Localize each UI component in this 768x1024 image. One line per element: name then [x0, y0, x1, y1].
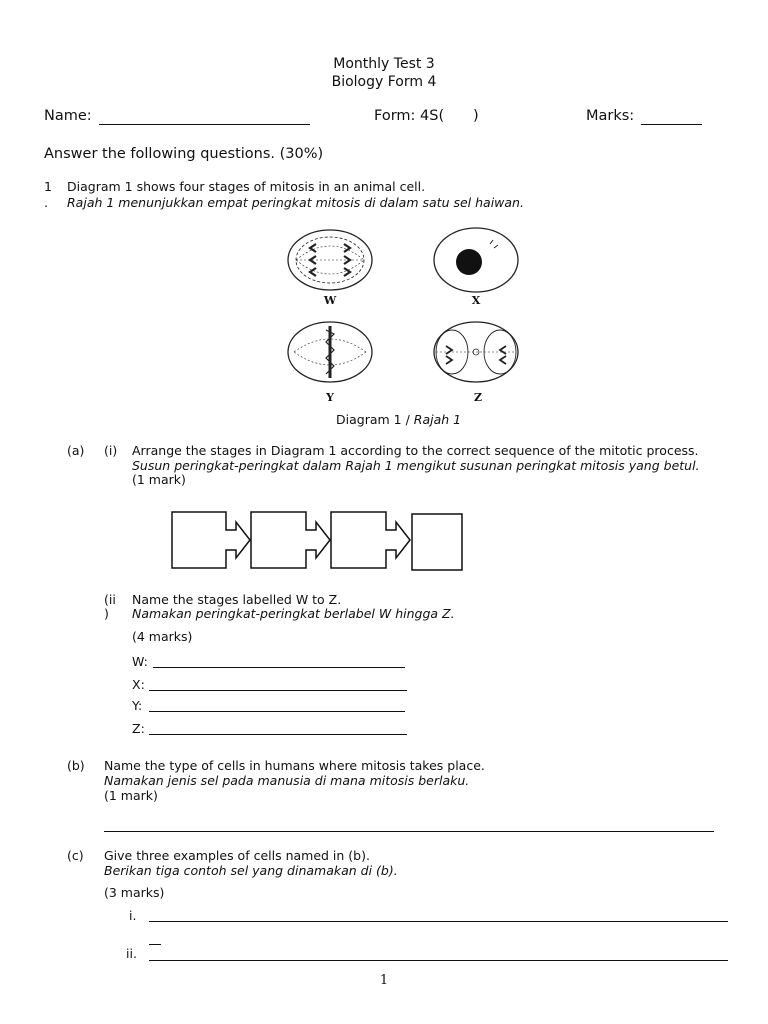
part-a-i-label: (i)	[104, 443, 118, 458]
diagram-caption-ms: Rajah 1	[413, 412, 462, 427]
answer-y-line[interactable]	[149, 711, 405, 712]
mitosis-diagram	[280, 222, 540, 412]
part-a-i-text-en: Arrange the stages in Diagram 1 according to the correct sequence of the mitotic process.	[132, 443, 699, 458]
question-text-ms: Rajah 1 menunjukkan empat peringkat mitosis di dalam satu sel haiwan.	[67, 195, 524, 210]
answer-w-line[interactable]	[153, 667, 405, 668]
part-c-marks: (3 marks)	[104, 885, 165, 900]
part-c-item-i-overflow-line	[149, 944, 161, 945]
name-field-line[interactable]	[99, 124, 310, 125]
form-close-paren: )	[473, 108, 479, 124]
diagram-label-w: W	[323, 294, 337, 307]
part-c-item-ii-label: ii.	[126, 946, 137, 961]
cell-y	[288, 322, 372, 382]
page-number: 1	[379, 973, 389, 988]
answer-y-label: Y:	[132, 698, 143, 713]
question-text-en: Diagram 1 shows four stages of mitosis in an animal cell.	[67, 179, 426, 194]
diagram-label-x: X	[471, 294, 481, 307]
sequence-box-4	[412, 514, 462, 570]
part-a-label: (a)	[67, 443, 85, 458]
answer-x-label: X:	[132, 677, 145, 692]
part-c-item-ii-line[interactable]	[149, 960, 728, 961]
cell-z	[434, 322, 518, 382]
part-a-ii-label-2: )	[104, 606, 109, 621]
part-a-i-marks: (1 mark)	[132, 472, 186, 487]
marks-label: Marks:	[586, 108, 635, 124]
part-c-label: (c)	[67, 848, 84, 863]
name-label: Name:	[44, 108, 92, 124]
answer-z-line[interactable]	[149, 734, 407, 735]
part-b-answer-line[interactable]	[104, 831, 714, 832]
question-number: 1	[44, 179, 52, 194]
diagram-caption	[336, 412, 461, 427]
instructions: Answer the following questions. (30%)	[44, 146, 324, 162]
diagram-label-y: Y	[326, 391, 334, 404]
part-b-text-en: Name the type of cells in humans where mitosis takes place.	[104, 758, 485, 773]
answer-w-label: W:	[132, 654, 148, 669]
form-label: Form: 4S(	[374, 108, 445, 124]
test-title: Monthly Test 3	[333, 56, 435, 72]
part-c-text-en: Give three examples of cells named in (b).	[104, 848, 370, 863]
cell-x	[434, 228, 518, 292]
part-b-text-ms: Namakan jenis sel pada manusia di mana mitosis berlaku.	[104, 773, 470, 788]
part-a-ii-text-ms: Namakan peringkat-peringkat berlabel W hingga Z.	[132, 606, 455, 621]
answer-z-label: Z:	[132, 721, 145, 736]
part-c-item-i-label: i.	[129, 908, 137, 923]
part-b-marks: (1 mark)	[104, 788, 158, 803]
part-a-ii-marks: (4 marks)	[132, 629, 193, 644]
part-a-ii-text-en: Name the stages labelled W to Z.	[132, 592, 342, 607]
part-a-i-text-ms: Susun peringkat-peringkat dalam Rajah 1 mengikut susunan peringkat mitosis yang betul.	[132, 458, 700, 473]
diagram-caption-en: Diagram 1 /	[336, 412, 414, 427]
marks-field-line[interactable]	[641, 124, 702, 125]
part-c-text-ms: Berikan tiga contoh sel yang dinamakan di (b).	[104, 863, 398, 878]
cell-w	[288, 230, 372, 290]
part-a-ii-label-1: (ii	[104, 592, 116, 607]
test-subtitle: Biology Form 4	[331, 74, 437, 90]
question-number-dot: .	[44, 195, 48, 210]
answer-x-line[interactable]	[149, 690, 407, 691]
sequence-box-3	[331, 512, 410, 568]
sequence-answer-boxes[interactable]	[168, 508, 468, 574]
sequence-box-2	[251, 512, 330, 568]
part-b-label: (b)	[67, 758, 85, 773]
diagram-label-z: Z	[473, 391, 483, 404]
part-c-item-i-line[interactable]	[149, 921, 728, 922]
sequence-box-1	[172, 512, 250, 568]
